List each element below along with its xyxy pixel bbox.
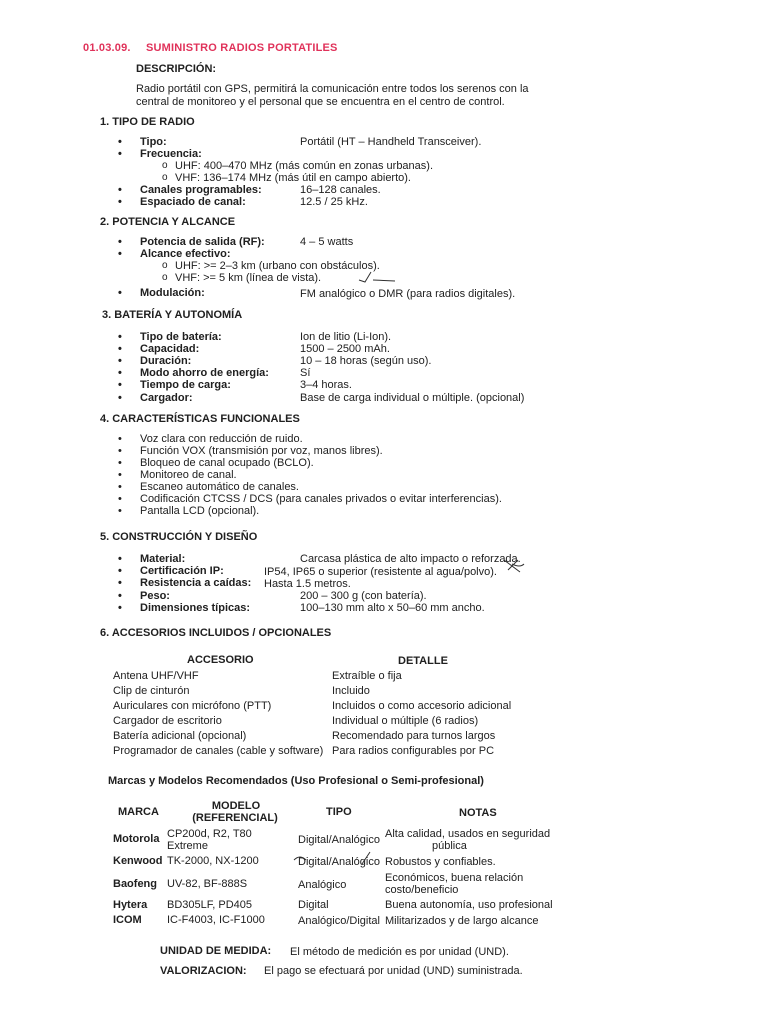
carga-value: 3–4 horas. <box>300 379 352 391</box>
section-6-title: 6. ACCESORIOS INCLUIDOS / OPCIONALES <box>100 627 332 639</box>
section-5-title: 5. CONSTRUCCIÓN Y DISEÑO <box>100 531 258 543</box>
pen-mark <box>355 268 415 288</box>
capacidad-value: 1500 – 2500 mAh. <box>300 343 390 355</box>
cargador-key: • Cargador: <box>140 392 193 405</box>
page-title: SUMINISTRO RADIOS PORTATILES <box>146 42 338 54</box>
espaciado-value: 12.5 / 25 kHz. <box>300 196 368 208</box>
espaciado-key: • Espaciado de canal: <box>140 196 246 209</box>
notas-cell: Alta calidad, usados en seguridad <box>385 828 551 840</box>
accesorio-cell: Programador de canales (cable y software) <box>113 745 324 757</box>
accesorio-cell: Auriculares con micrófono (PTT) <box>113 700 272 712</box>
peso-key: • Peso: <box>140 590 170 603</box>
certificacion-key: • Certificación IP: <box>140 565 224 578</box>
accesorio-cell: Clip de cinturón <box>113 685 190 697</box>
funcion-item: • Bloqueo de canal ocupado (BCLO). <box>140 457 314 470</box>
accesorio-cell: Antena UHF/VHF <box>113 670 199 682</box>
funcion-item: • Escaneo automático de canales. <box>140 481 299 494</box>
frecuencia-uhf: o UHF: 400–470 MHz (más común en zonas urbanas). <box>175 160 433 173</box>
notas-cell: costo/beneficio <box>385 884 459 896</box>
peso-value: 200 – 300 g (con batería). <box>300 590 427 602</box>
canales-value: 16–128 canales. <box>300 184 381 196</box>
modelo-cell: Extreme <box>167 840 208 852</box>
potencia-value: 4 – 5 watts <box>300 236 354 248</box>
modelo-cell: BD305LF, PD405 <box>167 899 252 911</box>
detalle-header: DETALLE <box>398 655 448 667</box>
funcion-item: • Voz clara con reducción de ruido. <box>140 433 303 446</box>
tipo-header: TIPO <box>326 806 352 818</box>
marcas-title: Marcas y Modelos Recomendados (Uso Profesional o Semi-profesional) <box>108 775 484 787</box>
capacidad-key: • Capacidad: <box>140 343 199 356</box>
duracion-value: 10 – 18 horas (según uso). <box>300 355 432 367</box>
marca-cell: Kenwood <box>113 855 163 867</box>
notas-cell: Buena autonomía, uso profesional <box>385 899 553 911</box>
bateria-key: • Tipo de batería: <box>140 331 222 344</box>
section-1-title: 1. TIPO DE RADIO <box>100 116 195 128</box>
marca-cell: Motorola <box>113 833 160 845</box>
funcion-item: • Función VOX (transmisión por voz, manos libres). <box>140 445 383 458</box>
modulacion-key: • Modulación: <box>140 287 205 300</box>
tipo-key: • Tipo: <box>140 136 167 149</box>
alcance-vhf: o VHF: >= 5 km (línea de vista). <box>175 272 321 285</box>
valorizacion-label: VALORIZACION: <box>160 965 247 977</box>
cargador-value: Base de carga individual o múltiple. (opcional) <box>300 392 525 404</box>
alcance-key: • Alcance efectivo: <box>140 248 230 261</box>
detalle-cell: Recomendado para turnos largos <box>332 730 496 742</box>
tipo-cell: Analógico/Digital <box>298 915 380 927</box>
frecuencia-vhf: o VHF: 136–174 MHz (más útil en campo abierto). <box>175 172 411 185</box>
resistencia-value: Hasta 1.5 metros. <box>264 578 351 590</box>
referencial-header: (REFERENCIAL) <box>192 812 278 824</box>
notas-cell: Militarizados y de largo alcance <box>385 915 539 927</box>
descripcion-line-2: central de monitoreo y el personal que se encuentra en el centro de control. <box>136 96 505 108</box>
ahorro-key: • Modo ahorro de energía: <box>140 367 269 380</box>
detalle-cell: Incluido <box>332 685 370 697</box>
detalle-cell: Para radios configurables por PC <box>332 745 495 757</box>
ahorro-value: Sí <box>300 367 311 379</box>
marca-header: MARCA <box>118 806 159 818</box>
modelo-cell: IC-F4003, IC-F1000 <box>167 914 265 926</box>
tipo-cell: Digital/Analógico <box>298 834 380 846</box>
tipo-cell: Digital/Analógico <box>298 856 380 868</box>
canales-key: • Canales programables: <box>140 184 262 197</box>
section-4-title: 4. CARACTERÍSTICAS FUNCIONALES <box>100 413 300 425</box>
resistencia-key: • Resistencia a caídas: <box>140 577 251 590</box>
dimensiones-value: 100–130 mm alto x 50–60 mm ancho. <box>300 602 485 614</box>
descripcion-line-1: Radio portátil con GPS, permitirá la comunicación entre todos los serenos con la <box>136 83 529 95</box>
modelo-cell: UV-82, BF-888S <box>167 878 248 890</box>
material-key: • Material: <box>140 553 185 566</box>
accesorio-cell: Batería adicional (opcional) <box>113 730 247 742</box>
section-2-title: 2. POTENCIA Y ALCANCE <box>100 216 236 228</box>
funcion-item: • Codificación CTCSS / DCS (para canales privados o evitar interferencias). <box>140 493 502 506</box>
funcion-item: • Monitoreo de canal. <box>140 469 237 482</box>
funcion-item: • Pantalla LCD (opcional). <box>140 505 259 518</box>
tipo-cell: Digital <box>298 899 329 911</box>
detalle-cell: Individual o múltiple (6 radios) <box>332 715 479 727</box>
accesorio-cell: Cargador de escritorio <box>113 715 222 727</box>
modelo-cell: CP200d, R2, T80 <box>167 828 252 840</box>
potencia-key: • Potencia de salida (RF): <box>140 236 265 249</box>
valorizacion-value: El pago se efectuará por unidad (UND) suministrada. <box>264 965 523 977</box>
notas-header: NOTAS <box>459 807 497 819</box>
descripcion-label: DESCRIPCIÓN: <box>136 63 217 75</box>
marca-cell: Baofeng <box>113 878 157 890</box>
notas-cell: Económicos, buena relación <box>385 872 524 884</box>
pen-mark <box>500 556 530 576</box>
modelo-cell: TK-2000, NX-1200 <box>167 855 259 867</box>
carga-key: • Tiempo de carga: <box>140 379 231 392</box>
material-value: Carcasa plástica de alto impacto o reforzada. <box>300 553 521 565</box>
unidad-label: UNIDAD DE MEDIDA: <box>160 945 272 957</box>
notas-cell: Robustos y confiables. <box>385 856 496 868</box>
marca-cell: Hytera <box>113 899 148 911</box>
item-code: 01.03.09. <box>83 42 131 54</box>
notas-cell: pública <box>432 840 467 852</box>
alcance-uhf: o UHF: >= 2–3 km (urbano con obstáculos). <box>175 260 380 273</box>
marca-cell: ICOM <box>113 914 142 926</box>
unidad-value: El método de medición es por unidad (UND). <box>290 946 509 958</box>
modulacion-value: FM analógico o DMR (para radios digitales). <box>300 288 516 300</box>
detalle-cell: Incluidos o como accesorio adicional <box>332 700 512 712</box>
accesorio-header: ACCESORIO <box>187 654 254 666</box>
section-3-title: 3. BATERÍA Y AUTONOMÍA <box>102 309 243 321</box>
frecuencia-key: • Frecuencia: <box>140 148 202 161</box>
tipo-value: Portátil (HT – Handheld Transceiver). <box>300 136 482 148</box>
duracion-key: • Duración: <box>140 355 191 368</box>
certificacion-value: IP54, IP65 o superior (resistente al agua/polvo). <box>264 566 497 578</box>
dimensiones-key: • Dimensiones típicas: <box>140 602 250 615</box>
modelo-header: MODELO <box>211 800 261 812</box>
bateria-value: Ion de litio (Li-Ion). <box>300 331 392 343</box>
tipo-cell: Analógico <box>298 879 347 891</box>
detalle-cell: Extraíble o fija <box>332 670 402 682</box>
pen-mark <box>292 850 402 870</box>
